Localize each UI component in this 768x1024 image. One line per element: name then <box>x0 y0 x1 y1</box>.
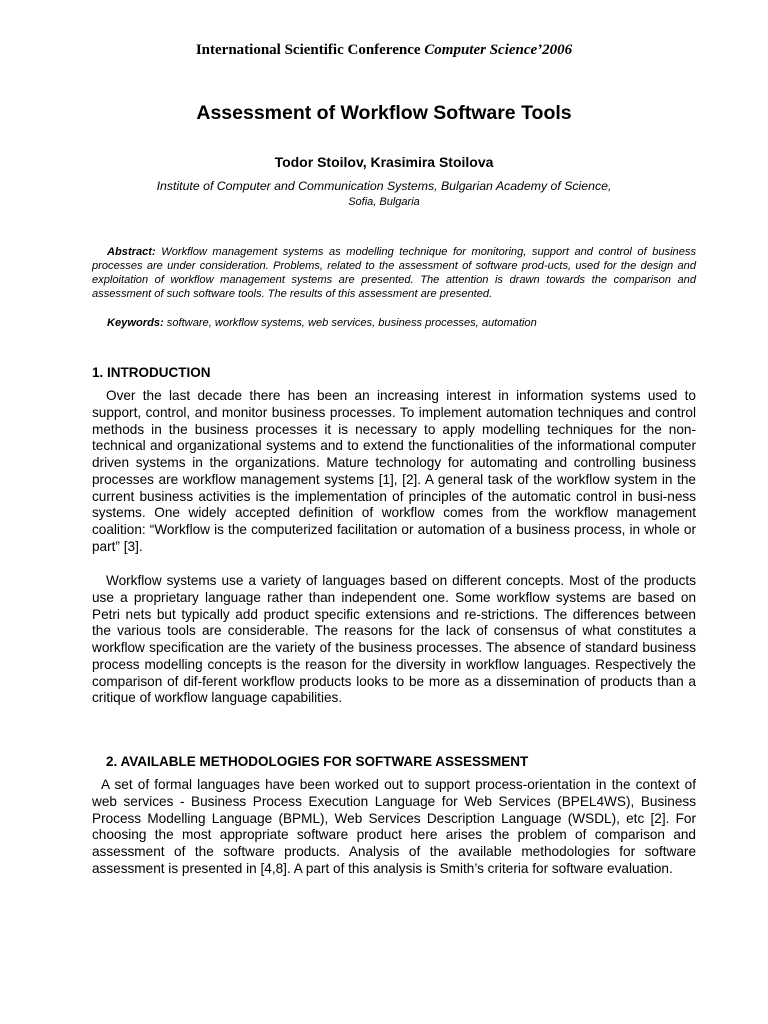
paper-authors: Todor Stoilov, Krasimira Stoilova <box>274 154 494 170</box>
body-paragraph <box>92 777 696 878</box>
conference-header <box>0 42 768 59</box>
paragraph-text: A set of formal languages have been worked out to support process-orientation in the context of web services - Business Process Execution Language for Web Services (BPEL4WS), Business Process Modelling Language (BPML), Web Services Description Language (WSDL), etc [2]. For choosing the most appropriate software product here arises the problem of comparison and assessment of the software products. Analysis of the available methodologies for software assessment is presented in [4,8]. A part of this analysis is Smith’s criteria for software evaluation. <box>92 777 696 876</box>
author-affiliation: Institute of Computer and Communication Systems, Bulgarian Academy of Science, <box>156 179 612 193</box>
abstract-block <box>92 246 696 302</box>
abstract-label: Abstract: <box>107 246 156 258</box>
conference-name: Computer Science’2006 <box>424 42 573 58</box>
paper-title: Assessment of Workflow Software Tools <box>196 102 572 124</box>
author-city: Sofia, Bulgaria <box>348 196 420 208</box>
section-heading-introduction: 1. INTRODUCTION <box>92 365 211 380</box>
body-paragraph <box>92 573 696 707</box>
paragraph-text: Workflow systems use a variety of languages based on different concepts. Most of the products use a proprietary language rather than independent one. Some workflow systems are based on Petri nets but typically add product specific extensions and re-strictions. The differences between the various tools are considerable. The reasons for the lack of consensus of what constitutes a workflow specification are the variety of the business processes. The absence of standard business process modelling concepts is the reason for the diversity in workflow languages. Respectively the comparison of dif-ferent workflow products looks to be more as a dissemination of products than a critique of workflow language capabilities. <box>92 573 696 706</box>
body-paragraph <box>92 388 696 556</box>
abstract-text: Workflow management systems as modelling technique for monitoring, support and control of business processes are under consideration. Problems, related to the assessment of software prod-ucts, used for the design and exploitation of workflow management systems are presented. The attention is drawn towards the comparison and assessment of such software tools. The results of this assessment are presented. <box>92 246 696 300</box>
section-heading-methodologies: 2. AVAILABLE METHODOLOGIES FOR SOFTWARE ASSESSMENT <box>106 754 529 769</box>
keywords-text: software, workflow systems, web services, business processes, automation <box>163 317 537 329</box>
conference-prefix: International Scientific Conference <box>195 42 425 58</box>
keywords-block <box>92 317 696 331</box>
keywords-label: Keywords: <box>107 317 164 329</box>
paragraph-text: Over the last decade there has been an increasing interest in information systems used to support, control, and monitor business processes. To implement automation techniques and control methods in the business processes it is necessary to apply modelling techniques for the non-technical and organizational systems and to extend the functionalities of the informational computer driven systems in the organizations. Mature technology for automating and controlling business processes are workflow management systems [1], [2]. A general task of the workflow system in the current business activities is the implementation of principles of the automatic control in busi-ness systems. One widely accepted definition of workflow comes from the workflow management coalition: “Workflow is the computerized facilitation or automation of a business process, in whole or part” [3]. <box>92 388 696 554</box>
